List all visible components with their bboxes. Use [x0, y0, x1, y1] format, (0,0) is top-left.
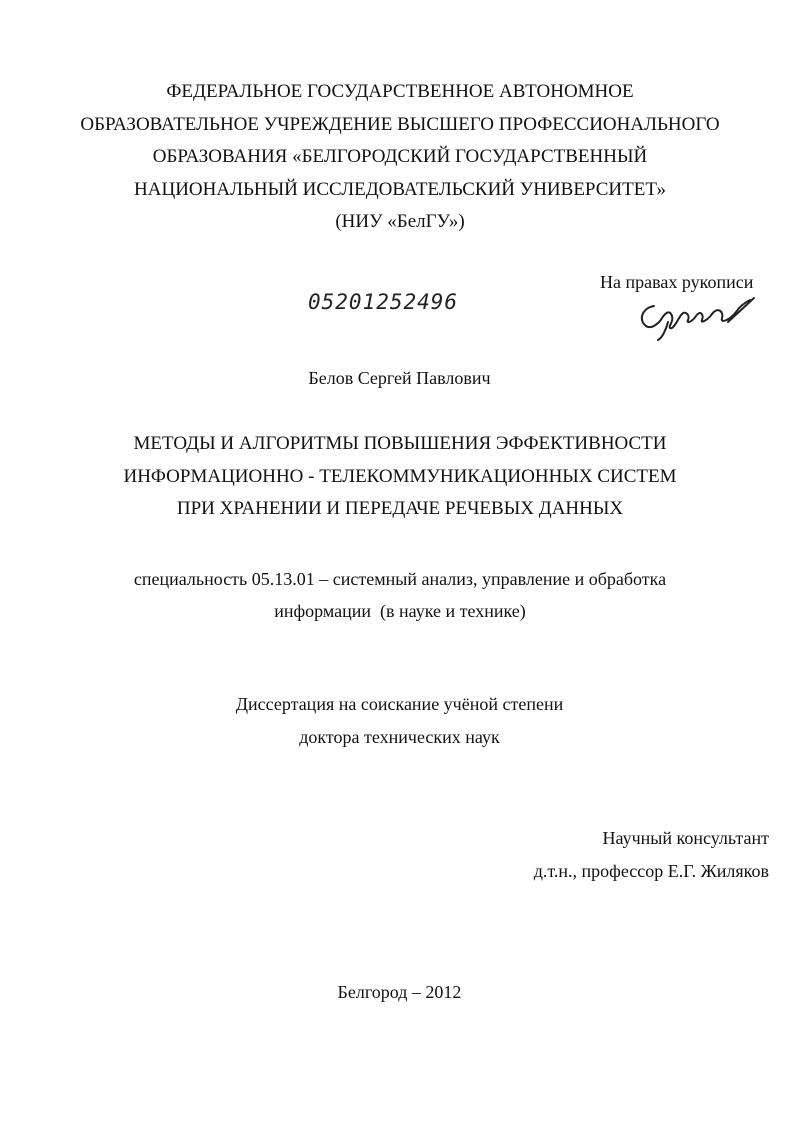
- specialty-line-2: информации (в науке и технике): [274, 601, 526, 621]
- signature-icon: [632, 292, 762, 342]
- scientific-consultant: [534, 822, 769, 888]
- degree-statement: [0, 688, 799, 754]
- title-line-2: ИНФОРМАЦИОННО - ТЕЛЕКОММУНИКАЦИОННЫХ СИСТЕМ: [123, 465, 677, 487]
- title-line-1: МЕТОДЫ И АЛГОРИТМЫ ПОВЫШЕНИЯ ЭФФЕКТИВНОСТИ: [133, 433, 667, 454]
- header-line-2: ОБРАЗОВАТЕЛЬНОЕ УЧРЕЖДЕНИЕ ВЫСШЕГО ПРОФЕССИОНАЛЬНОГО: [80, 113, 720, 135]
- dissertation-title: [60, 428, 740, 526]
- consultant-line-2: д.т.н., профессор Е.Г. Жиляков: [533, 861, 769, 881]
- specialty: [40, 563, 760, 627]
- header-line-1: ФЕДЕРАЛЬНОЕ ГОСУДАРСТВЕННОЕ АВТОНОМНОЕ: [166, 81, 634, 102]
- author-name: Белов Сергей Павлович: [308, 368, 491, 388]
- archive-number: 05201252496: [308, 290, 459, 314]
- header-line-4: НАЦИОНАЛЬНЫЙ ИССЛЕДОВАТЕЛЬСКИЙ УНИВЕРСИТЕТ»: [134, 178, 666, 200]
- degree-line-2: доктора технических наук: [299, 727, 500, 747]
- rights-note: На правах рукописи: [600, 272, 754, 292]
- city-year: Белгород – 2012: [337, 982, 462, 1002]
- header-line-5: (НИУ «БелГУ»): [335, 211, 465, 232]
- degree-line-1: Диссертация на соискание учёной степени: [235, 694, 564, 714]
- header-line-3: ОБРАЗОВАНИЯ «БЕЛГОРОДСКИЙ ГОСУДАРСТВЕННЫЙ: [152, 146, 648, 167]
- title-line-3: ПРИ ХРАНЕНИИ И ПЕРЕДАЧЕ РЕЧЕВЫХ ДАННЫХ: [176, 498, 624, 519]
- institution-header: [60, 76, 740, 239]
- specialty-line-1: специальность 05.13.01 – системный анализ, управление и обработка: [133, 569, 667, 589]
- consultant-line-1: Научный консультант: [602, 828, 769, 848]
